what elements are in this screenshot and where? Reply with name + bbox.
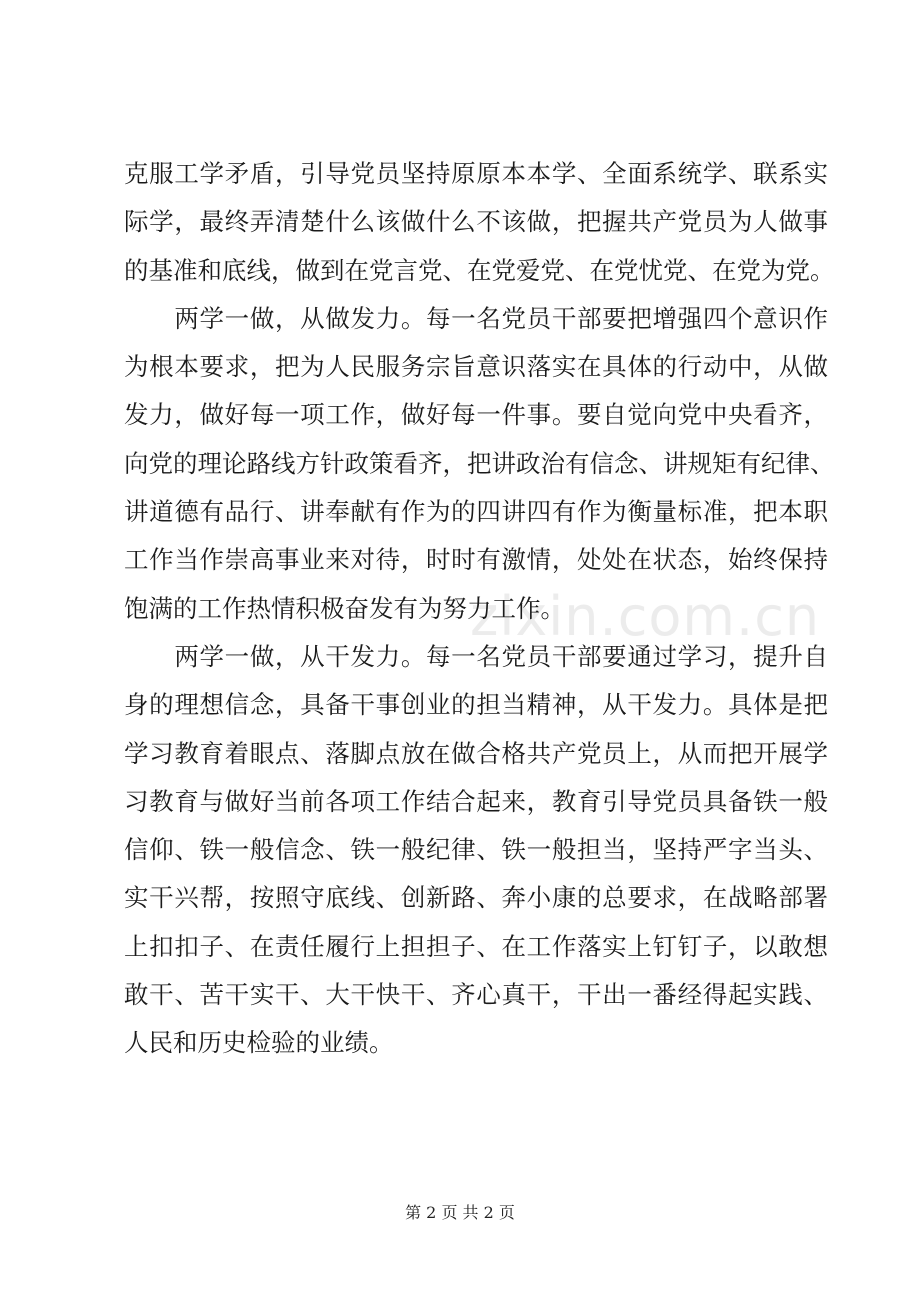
text-line: 学习教育着眼点、落脚点放在做合格共产党员上，从而把开展学 — [124, 738, 828, 768]
text-line: 饱满的工作热情积极奋发有为努力工作。 — [124, 593, 565, 623]
text-line: 讲道德有品行、讲奉献有作为的四讲四有作为衡量标准，把本职 — [124, 497, 828, 527]
watermark: zixin.com.cn — [470, 585, 821, 648]
text-line: 两学一做，从做发力。每一名党员干部要把增强四个意识作 — [124, 303, 828, 333]
text-line: 敢干、苦干实干、大干快干、齐心真干，干出一番经得起实践、 — [124, 980, 828, 1010]
text-line: 人民和历史检验的业绩。 — [124, 1028, 394, 1058]
text-line: 的基准和底线，做到在党言党、在党爱党、在党忧党、在党为党。 — [124, 255, 835, 285]
text-line: 身的理想信念，具备干事创业的担当精神，从干发力。具体是把 — [124, 690, 828, 720]
text-line: 工作当作崇高事业来对待，时时有激情，处处在状态，始终保持 — [124, 545, 828, 575]
text-line: 向党的理论路线方针政策看齐，把讲政治有信念、讲规矩有纪律、 — [124, 448, 835, 478]
text-line: 习教育与做好当前各项工作结合起来，教育引导党员具备铁一般 — [124, 786, 828, 816]
text-line: 上扣扣子、在责任履行上担担子、在工作落实上钉钉子，以敢想 — [124, 931, 828, 961]
text-line: 发力，做好每一项工作，做好每一件事。要自觉向党中央看齐， — [124, 400, 828, 430]
page-footer: 第 2 页 共 2 页 — [405, 1203, 515, 1222]
text-line: 两学一做，从干发力。每一名党员干部要通过学习，提升自 — [124, 641, 828, 671]
text-line: 际学，最终弄清楚什么该做什么不该做，把握共产党员为人做事 — [124, 207, 828, 237]
text-line: 为根本要求，把为人民服务宗旨意识落实在具体的行动中，从做 — [124, 352, 828, 382]
text-line: 克服工学矛盾，引导党员坚持原原本本学、全面系统学、联系实 — [124, 159, 828, 188]
text-line: 信仰、铁一般信念、铁一般纪律、铁一般担当，坚持严字当头、 — [124, 835, 828, 865]
text-line: 实干兴帮，按照守底线、创新路、奔小康的总要求，在战略部署 — [124, 883, 828, 913]
body-text — [124, 150, 835, 1068]
